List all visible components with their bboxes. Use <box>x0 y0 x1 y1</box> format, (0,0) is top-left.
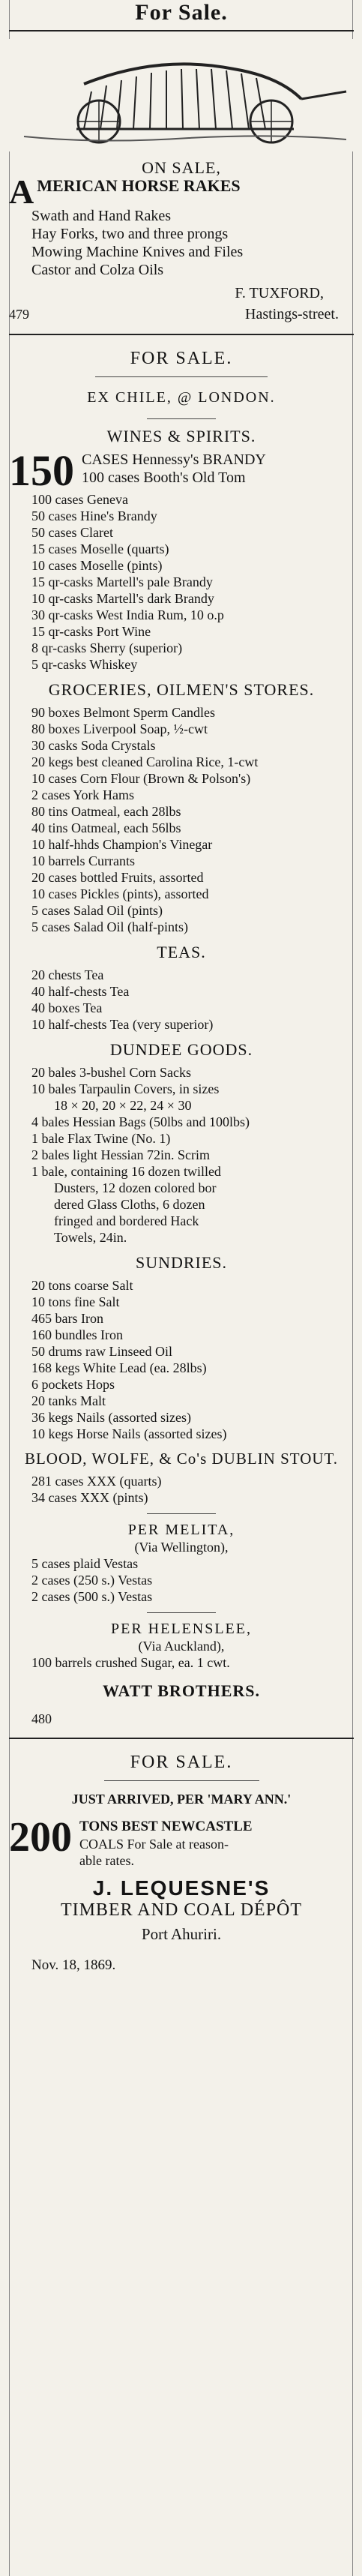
item-line: 100 cases Geneva <box>31 492 128 507</box>
item-line: 50 cases Claret <box>31 525 113 540</box>
horse-rake-engraving <box>9 39 354 151</box>
item-line: 10 qr-casks Martell's dark Brandy <box>31 591 214 606</box>
item-line: 40 tins Oatmeal, each 56lbs <box>31 820 181 835</box>
item-line: 5 qr-casks Whiskey <box>31 657 138 672</box>
signer: WATT BROTHERS. <box>102 1681 261 1700</box>
item-line: 5 cases Salad Oil (half-pints) <box>31 919 188 934</box>
quantity-150: 150 <box>9 451 74 491</box>
item-line: 15 qr-casks Port Wine <box>31 624 151 639</box>
item-line: 30 casks Soda Crystals <box>31 738 156 753</box>
item-line: 10 cases Pickles (pints), assorted <box>31 886 209 901</box>
section-title-dundee: DUNDEE GOODS. <box>109 1040 253 1059</box>
item-line: 5 cases Salad Oil (pints) <box>31 903 163 918</box>
ad-lequesne <box>9 1753 354 1974</box>
item-line: 5 cases plaid Vestas <box>31 1556 139 1571</box>
item-line: 20 cases bottled Fruits, assorted <box>31 870 204 885</box>
product-line: Swath and Hand Rakes <box>31 208 172 224</box>
item-line: 160 bundles Iron <box>31 1327 123 1342</box>
ship-subtitle: (Via Auckland), <box>138 1639 225 1654</box>
item-line: Dusters, 12 dozen colored bor <box>54 1180 217 1195</box>
item-line: 10 kegs Horse Nails (assorted sizes) <box>31 1426 227 1441</box>
item-line: 10 bales Tarpaulin Covers, in sizes <box>31 1081 220 1096</box>
item-line: 10 cases Moselle (pints) <box>31 558 163 573</box>
item-line: 34 cases XXX (pints) <box>31 1490 148 1505</box>
item-line: 80 tins Oatmeal, each 28lbs <box>31 804 181 819</box>
section-title-teas: TEAS. <box>157 943 206 961</box>
item-line: 100 cases Booth's Old Tom <box>82 469 246 486</box>
section-title-wines: WINES & SPIRITS. <box>106 427 256 445</box>
item-line: COALS For Sale at reason- <box>79 1837 229 1852</box>
item-line: 6 pockets Hops <box>31 1377 115 1392</box>
item-line: 50 drums raw Linseed Oil <box>31 1344 172 1359</box>
ad-watt-brothers <box>9 349 354 1727</box>
quantity-200: 200 <box>9 1818 72 1861</box>
item-line: 465 bars Iron <box>31 1311 103 1326</box>
item-line: 10 cases Corn Flour (Brown & Polson's) <box>31 771 251 786</box>
on-sale-label: ON SALE, <box>142 159 221 177</box>
item-line: 2 cases York Hams <box>31 787 134 802</box>
date-line: Nov. 18, 1869. <box>31 1957 116 1973</box>
item-line: 80 boxes Liverpool Soap, ½-cwt <box>31 721 208 736</box>
item-line: 40 half-chests Tea <box>31 984 130 999</box>
section-title-sundries: SUNDRIES. <box>135 1253 228 1272</box>
ship-title-helenslee: PER HELENSLEE, <box>111 1621 252 1637</box>
item-line: 40 boxes Tea <box>31 1000 103 1015</box>
item-line: 10 barrels Currants <box>31 853 135 868</box>
signer: F. TUXFORD, <box>235 285 324 301</box>
newspaper-column <box>9 0 354 2576</box>
ad-number: 480 <box>31 1711 52 1726</box>
product-line: Mowing Machine Knives and Files <box>31 244 244 260</box>
product-line: MERICAN HORSE RAKES <box>37 177 241 195</box>
divider <box>9 1738 354 1739</box>
item-line: able rates. <box>79 1853 134 1868</box>
divider <box>104 1780 259 1781</box>
ship-title-melita: PER MELITA, <box>127 1522 235 1538</box>
drop-cap: A <box>9 177 34 207</box>
product-line: Castor and Colza Oils <box>31 262 164 278</box>
item-line: 15 cases Moselle (quarts) <box>31 541 169 556</box>
divider <box>95 376 268 377</box>
ad-heading: For Sale. <box>135 0 228 25</box>
item-line: 18 × 20, 20 × 22, 24 × 30 <box>54 1098 192 1113</box>
item-line: dered Glass Cloths, 6 dozen <box>54 1197 205 1212</box>
ship-subtitle: (Via Wellington), <box>134 1540 229 1555</box>
divider <box>147 1612 216 1613</box>
item-line: 30 qr-casks West India Rum, 10 o.p <box>31 607 224 622</box>
section-title-stout: BLOOD, WOLFE, & Co's DUBLIN STOUT. <box>24 1450 339 1468</box>
item-line: TONS BEST NEWCASTLE <box>79 1819 253 1834</box>
item-line: 1 bale Flax Twine (No. 1) <box>31 1131 171 1146</box>
section-title-groceries: GROCERIES, OILMEN'S STORES. <box>48 680 315 699</box>
divider <box>147 418 216 419</box>
address: Hastings-street. <box>245 306 339 322</box>
item-line: fringed and bordered Hack <box>54 1213 199 1228</box>
item-line: 10 half-hhds Champion's Vinegar <box>31 837 213 852</box>
merchant-name: J. LEQUESNE'S <box>92 1876 271 1900</box>
item-line: 10 tons fine Salt <box>31 1294 120 1309</box>
divider <box>9 30 354 31</box>
ad-heading: FOR SALE. <box>130 349 233 368</box>
divider <box>147 1513 216 1514</box>
horse-rake-illustration <box>9 39 354 151</box>
ad-tuxford <box>9 0 354 323</box>
item-line: Towels, 24in. <box>54 1230 127 1245</box>
item-line: CASES Hennessy's BRANDY <box>82 451 266 468</box>
ship-line: EX CHILE, @ LONDON. <box>87 389 276 406</box>
item-line: 2 cases (250 s.) Vestas <box>31 1573 153 1588</box>
place-line: Port Ahuriri. <box>141 1925 222 1943</box>
item-line: 1 bale, containing 16 dozen twilled <box>31 1164 221 1179</box>
ad-heading: FOR SALE. <box>130 1753 233 1772</box>
item-line: 20 kegs best cleaned Carolina Rice, 1-cwt <box>31 754 259 769</box>
item-line: 20 tons coarse Salt <box>31 1278 133 1293</box>
item-line: 281 cases XXX (quarts) <box>31 1474 162 1489</box>
item-line: 8 qr-casks Sherry (superior) <box>31 640 183 655</box>
item-line: 2 cases (500 s.) Vestas <box>31 1589 153 1604</box>
divider <box>9 334 354 335</box>
arrival-line: JUST ARRIVED, PER 'MARY ANN.' <box>71 1792 292 1807</box>
item-line: 20 chests Tea <box>31 967 104 982</box>
ad-line <box>9 177 354 207</box>
item-line: 15 qr-casks Martell's pale Brandy <box>31 574 213 589</box>
item-line: 10 half-chests Tea (very superior) <box>31 1017 214 1032</box>
product-line: Hay Forks, two and three prongs <box>31 226 229 242</box>
depot-line: TIMBER AND COAL DÉPÔT <box>60 1900 303 1920</box>
item-line: 2 bales light Hessian 72in. Scrim <box>31 1147 210 1162</box>
item-line: 36 kegs Nails (assorted sizes) <box>31 1410 191 1425</box>
item-line: 20 tanks Malt <box>31 1393 106 1408</box>
item-line: 50 cases Hine's Brandy <box>31 508 157 523</box>
item-line: 90 boxes Belmont Sperm Candles <box>31 705 215 720</box>
item-line: 100 barrels crushed Sugar, ea. 1 cwt. <box>31 1655 230 1670</box>
item-line: 20 bales 3-bushel Corn Sacks <box>31 1065 191 1080</box>
ad-number: 479 <box>9 307 29 322</box>
item-line: 168 kegs White Lead (ea. 28lbs) <box>31 1360 207 1375</box>
item-line: 4 bales Hessian Bags (50lbs and 100lbs) <box>31 1114 250 1129</box>
